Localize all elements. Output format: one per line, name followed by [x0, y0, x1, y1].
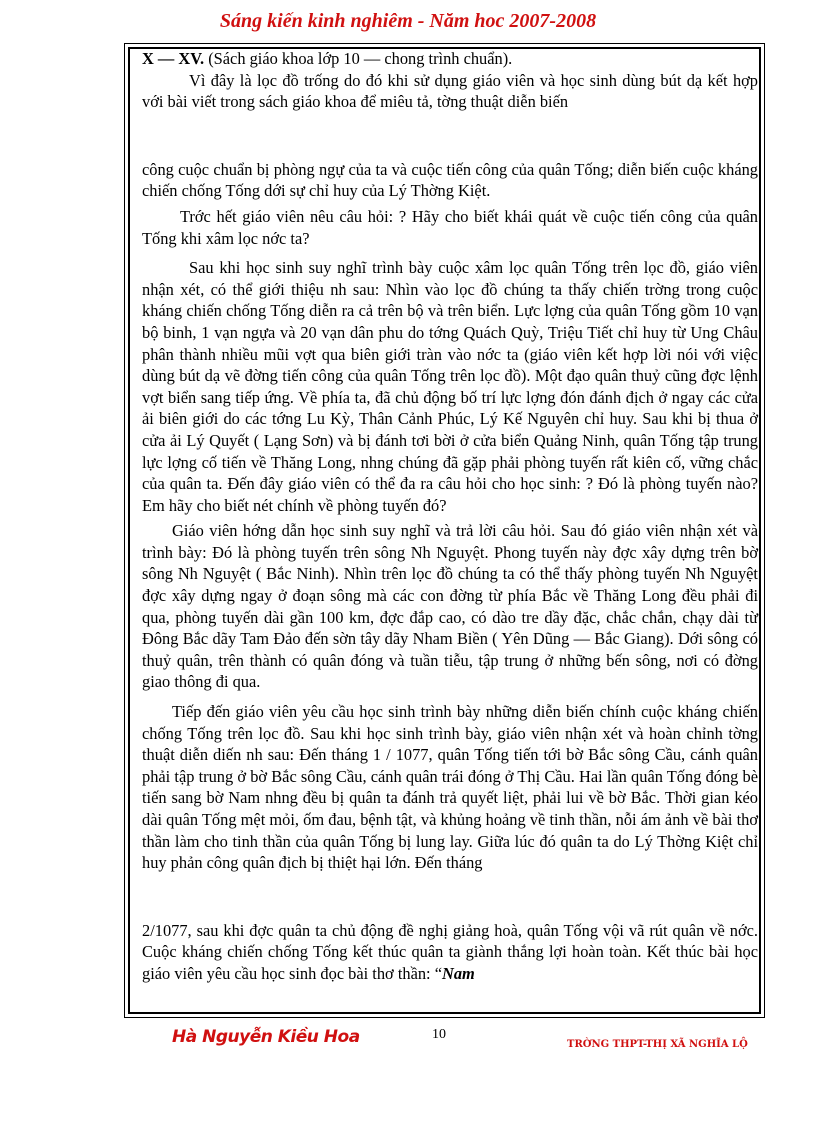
school-name: TRỜNG THPT-THỊ XÃ NGHĨA LỘ	[567, 1039, 748, 1050]
paragraph-3: công cuộc chuẩn bị phòng ngự của ta và cuộc tiến công của quân Tống; diễn biến cuộc kháng chiến chống Tống dới sự chỉ huy của Lý Thờng Kiệt.	[142, 159, 758, 201]
page-number: 10	[432, 1027, 446, 1042]
chapter-ref: X — XV.	[142, 49, 205, 68]
poem-title-start: Nam	[441, 963, 475, 983]
paragraph-7: Tiếp đến giáo viên yêu cầu học sinh trình bày những diễn biến chính cuộc kháng chiến chống Tống trên lọc đồ. Sau khi học sinh trình bày, giáo viên nhận xét và hoàn chỉnh tờng thuật diễn diến nh sau: Đến tháng 1 / 1077, quân Tống tiến tới bờ Bắc sông Cầu, cánh quân phải tập trung ở bờ Bắc sông Cầu, cánh quân trái đóng ở Thị Cầu. Hai lần quân Tống đóng bè tiến sang bờ Nam nhng đều bị quân ta đánh trả quyết liệt, phải lui về bờ Bắc. Thời gian kéo dài quân Tống mệt mỏi, ốm đau, bệnh tật, và khủng hoảng về tinh thần, nỗi ám ảnh về bài thơ thần làm cho tinh thần của quân Tống bị lung lay. Giữa lúc đó quân ta do Lý Thờng Kiệt chỉ huy phản công quân địch bị thiệt hại lớn. Đến tháng	[142, 702, 758, 873]
paragraph-8-text: 2/1077, sau khi đợc quân ta chủ động đề nghị giảng hoà, quân Tống vội vã rút quân về nớc. Cuộc kháng chiến chống Tống kết thúc quân ta giành thắng lợi hoàn toàn. Kết thúc bài học giáo viên yêu cầu học sinh đọc bài thơ thần: “	[142, 920, 758, 983]
paragraph-5: Sau khi học sinh suy nghĩ trình bày cuộc xâm lọc quân Tống trên lọc đồ, giáo viên nhận xét, có thể giới thiệu nh sau: Nhìn vào lọc đồ chúng ta thấy chiến trờng trong cuộc kháng chiến chống Tống diễn ra cả trên bộ và trên biển. Lực lợng của quân Tống gồm 10 vạn bộ binh, 1 vạn ngựa và 20 vạn dân phu do tớng Quách Quỳ, Triệu Tiết chỉ huy từ Ung Châu phân thành nhiều mũi vợt qua biên giới tràn vào nớc ta (giáo viên kết hợp lời nói với việc dùng bút dạ vẽ đờng tiến công của quân Tống trên lọc đồ). Một đạo quân thuỷ cũng đợc lệnh vợt biển sang tiếp ứng. Về phía ta, đã chủ động bố trí lực lợng đón đánh địch ở ngay các cửa ải biên giới do các tớng Lu Kỳ, Thân Cảnh Phúc, Lý Kế Nguyên chỉ huy. Sau khi bị thua ở cửa ải Lý Quyết ( Lạng Sơn) và bị đánh tơi bời ở cửa biển Quảng Ninh, quân Tống tập trung lực lợng cố tiến về Thăng Long, nhng chúng đã gặp phải phòng tuyến rất kiên cố, vững chắc của quân ta. Đến đây giáo viên có thể đa ra câu hỏi cho học sinh: ? Đó là phòng tuyến nào? Em hãy cho biết nét chính về phòng tuyến đó?	[142, 258, 758, 515]
textbook-ref: (Sách giáo khoa lớp 10 — chong trình chuẩn).	[204, 49, 513, 68]
paragraph-6: Giáo viên hớng dẫn học sinh suy nghĩ và trả lời câu hỏi. Sau đó giáo viên nhận xét và trình bày: Đó là phòng tuyến trên sông Nh Nguyệt. Phong tuyến này đợc xây dựng trên bờ sông Nh Nguyệt ( Bắc Ninh). Nhìn trên lọc đồ chúng ta có thể thấy phòng tuyến Nh Nguyệt đợc xây dựng ngay ở đoạn sông mà các con đờng từ phía Bắc về Thăng Long đều phải đi qua, phòng tuyến dài gần 100 km, đợc đắp cao, có dào tre dầy đặc, chắc chắn, chạy dài từ Đông Bắc dãy Tam Đảo đến sờn tây dãy Nham Biền ( Yên Dũng — Bắc Giang). Dới sông có thuỷ quân, trên thành có quân đóng và tuần tiễu, tập trung ở những bến sông, nơi có đờng giao thông đi qua.	[142, 521, 758, 692]
paragraph-4: Trớc hết giáo viên nêu câu hỏi: ? Hãy cho biết khái quát về cuộc tiến công của quân Tống khi xâm lọc nớc ta?	[142, 206, 758, 248]
document-body	[142, 48, 758, 985]
author-signature: Hà Nguyễn Kiều Hoa	[172, 1027, 360, 1047]
page-header-title: Sáng kiến kinh nghiêm - Năm hoc 2007-2008	[219, 10, 597, 32]
paragraph-8	[142, 920, 758, 985]
paragraph-2: Vì đây là lọc đồ trống do đó khi sử dụng giáo viên và học sinh dùng bút dạ kết hợp với bài viết trong sách giáo khoa để miêu tả, tờng thuật diễn biến	[142, 70, 758, 112]
paragraph-1	[142, 48, 758, 70]
